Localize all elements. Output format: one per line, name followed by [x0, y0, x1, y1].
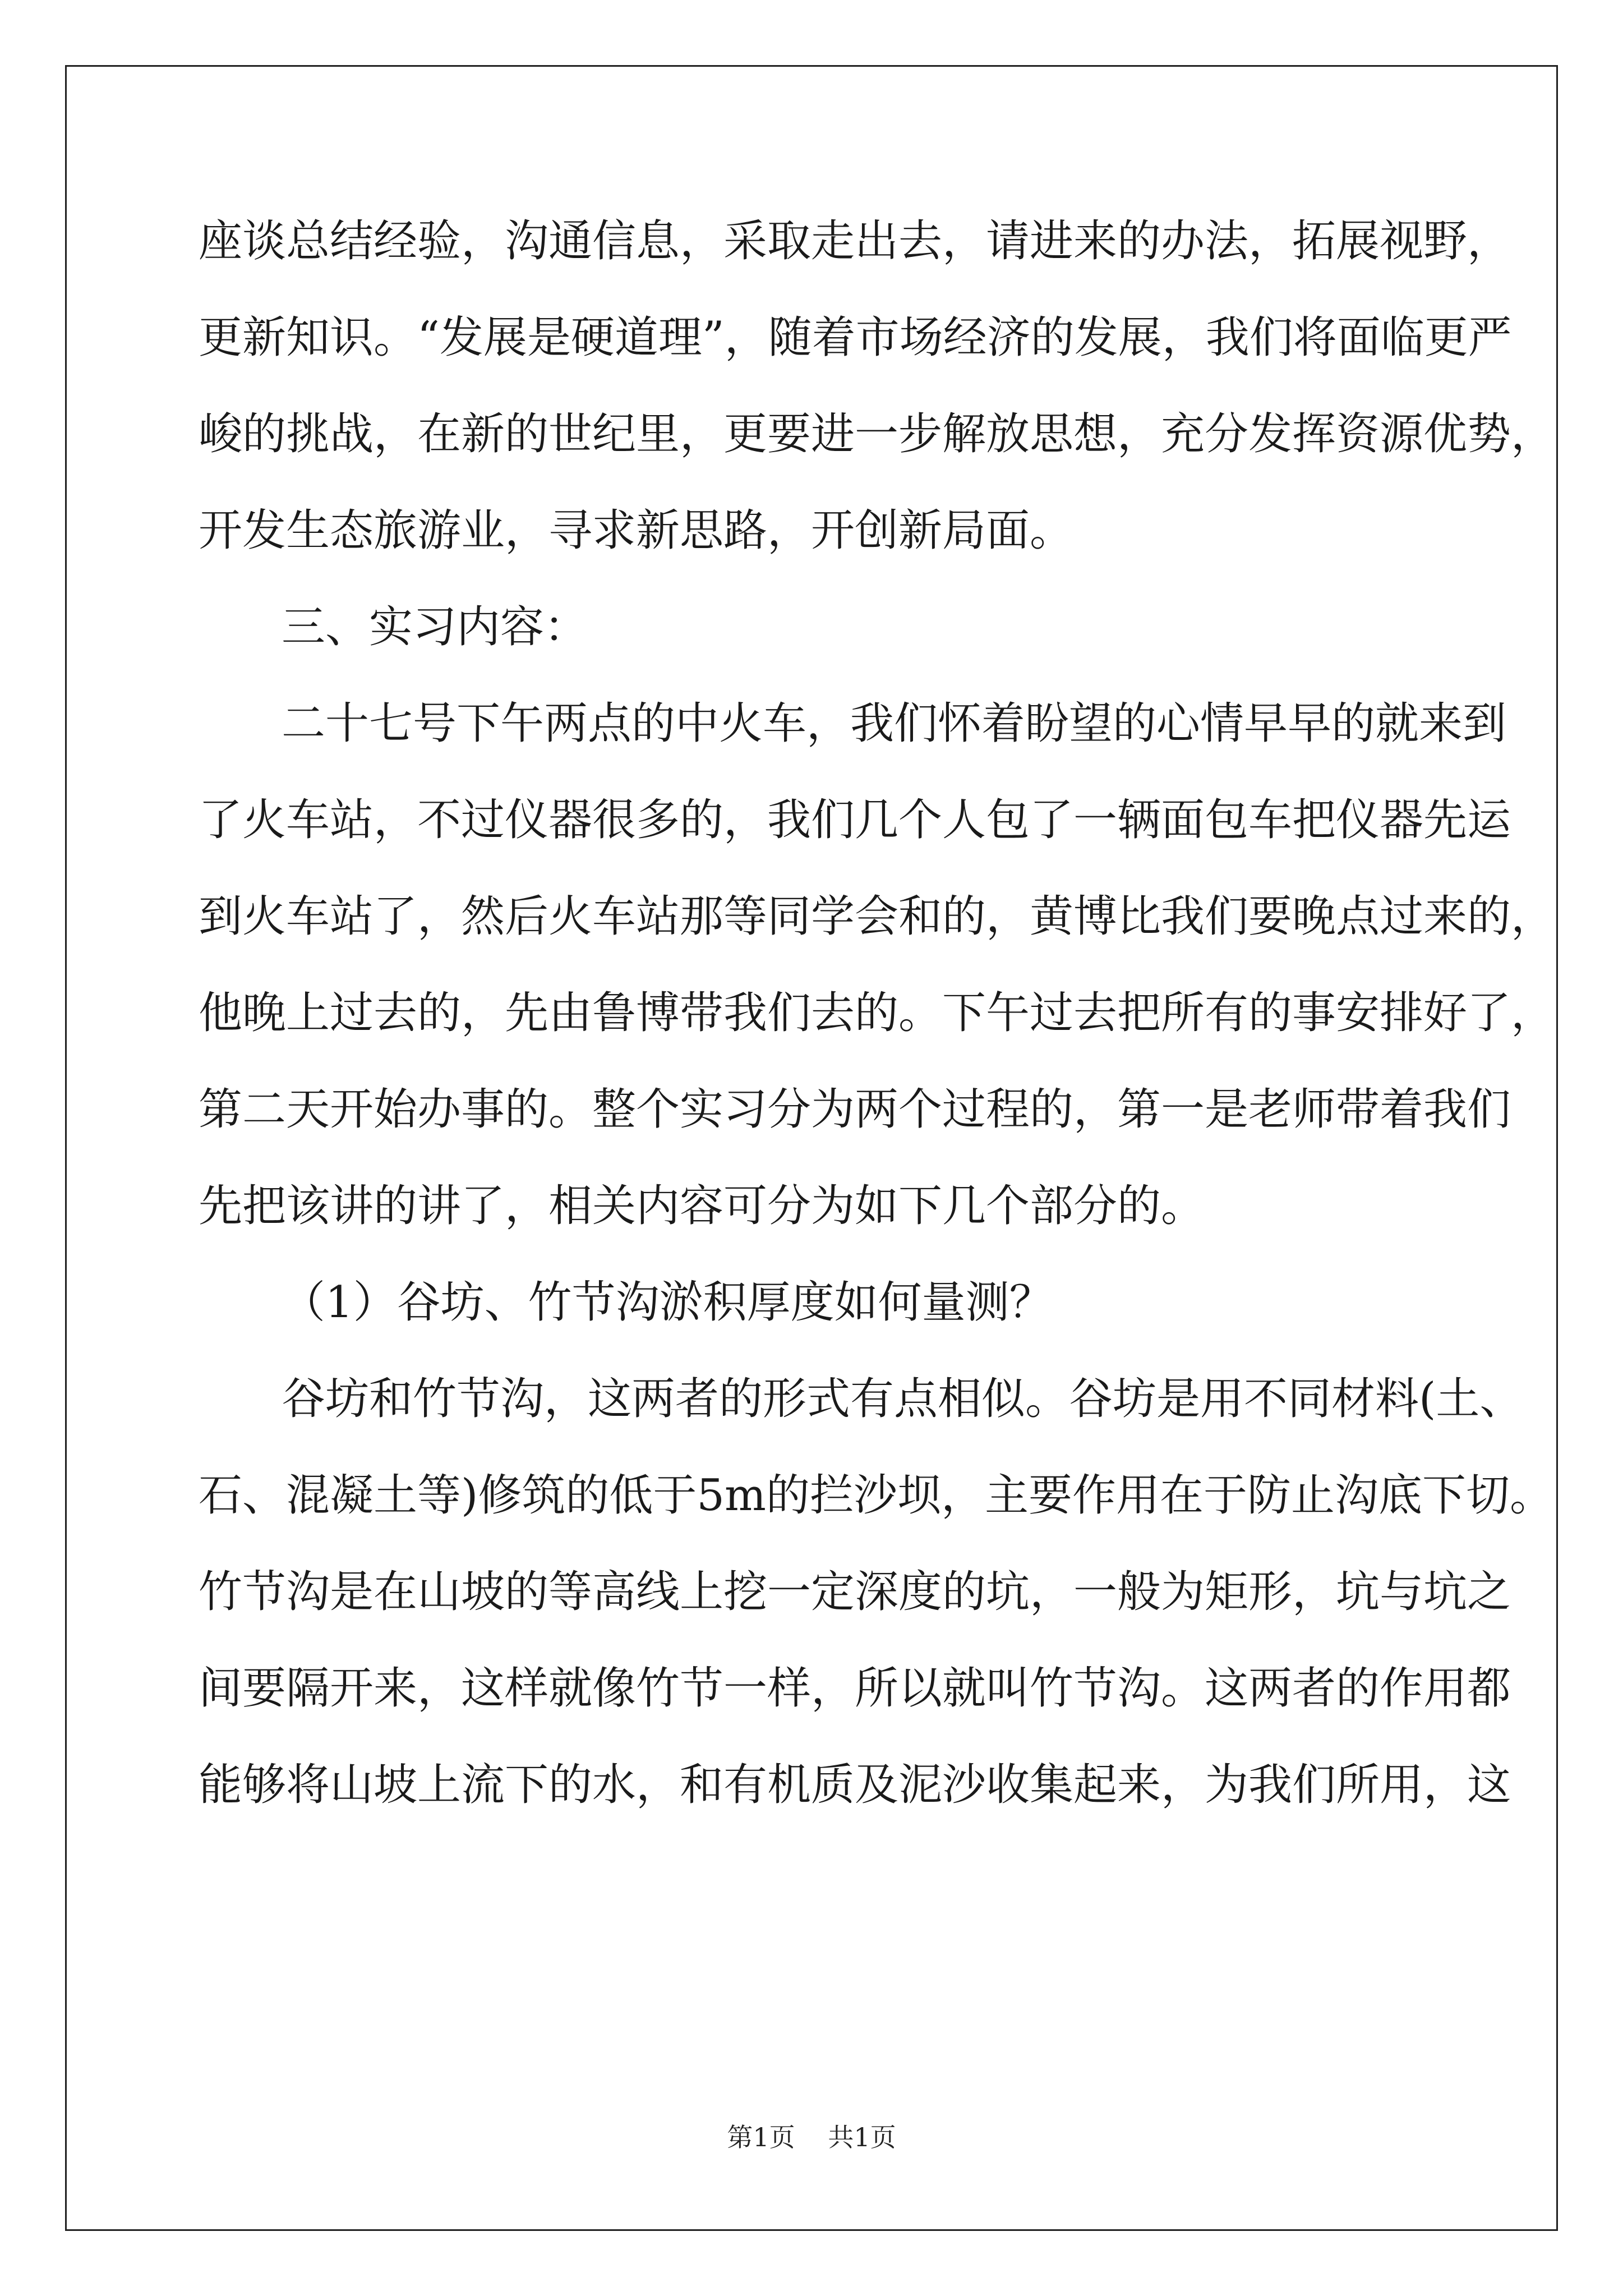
text-line: 第二天开始办事的。整个实习分为两个过程的，第一是老师带着我们	[199, 1084, 1511, 1135]
page-border	[65, 65, 1558, 2231]
text-line: 间要隔开来，这样就像竹节一样，所以就叫竹节沟。这两者的作用都	[199, 1663, 1511, 1714]
page-footer	[0, 2120, 1623, 2154]
text-line: 能够将山坡上流下的水，和有机质及泥沙收集起来，为我们所用，这	[199, 1760, 1511, 1810]
text-line: 谷坊和竹节沟，这两者的形式有点相似。谷坊是用不同材料(土、	[282, 1374, 1524, 1424]
text-line: 开发生态旅游业，寻求新思路，开创新局面。	[199, 505, 1074, 556]
text-line: 座谈总结经验，沟通信息，采取走出去，请进来的办法，拓展视野，	[199, 216, 1511, 266]
text-line: 更新知识。“发展是硬道理”，随着市场经济的发展，我们将面临更严	[199, 312, 1512, 363]
subsection-heading: （1）谷坊、竹节沟淤积厚度如何量测？	[282, 1277, 1053, 1328]
text-line: 竹节沟是在山坡的等高线上挖一定深度的坑，一般为矩形，坑与坑之	[199, 1567, 1511, 1617]
text-line: 峻的挑战，在新的世纪里，更要进一步解放思想，充分发挥资源优势，	[199, 409, 1555, 459]
section-heading: 三、实习内容：	[282, 602, 588, 652]
page-total: 共1页	[828, 2122, 896, 2152]
text-line: 他晚上过去的，先由鲁博带我们去的。下午过去把所有的事安排好了，	[199, 988, 1555, 1038]
page-number: 第1页	[727, 2122, 795, 2152]
text-line: 了火车站，不过仪器很多的，我们几个人包了一辆面包车把仪器先运	[199, 795, 1511, 845]
text-line: 到火车站了，然后火车站那等同学会和的，黄博比我们要晚点过来的，	[199, 891, 1555, 942]
text-line: 先把该讲的讲了，相关内容可分为如下几个部分的。	[199, 1181, 1205, 1231]
text-line: 二十七号下午两点的中火车，我们怀着盼望的心情早早的就来到	[282, 698, 1507, 749]
text-line: 石、混凝土等)修筑的低于5m的拦沙坝，主要作用在于防止沟底下切。	[199, 1470, 1554, 1521]
